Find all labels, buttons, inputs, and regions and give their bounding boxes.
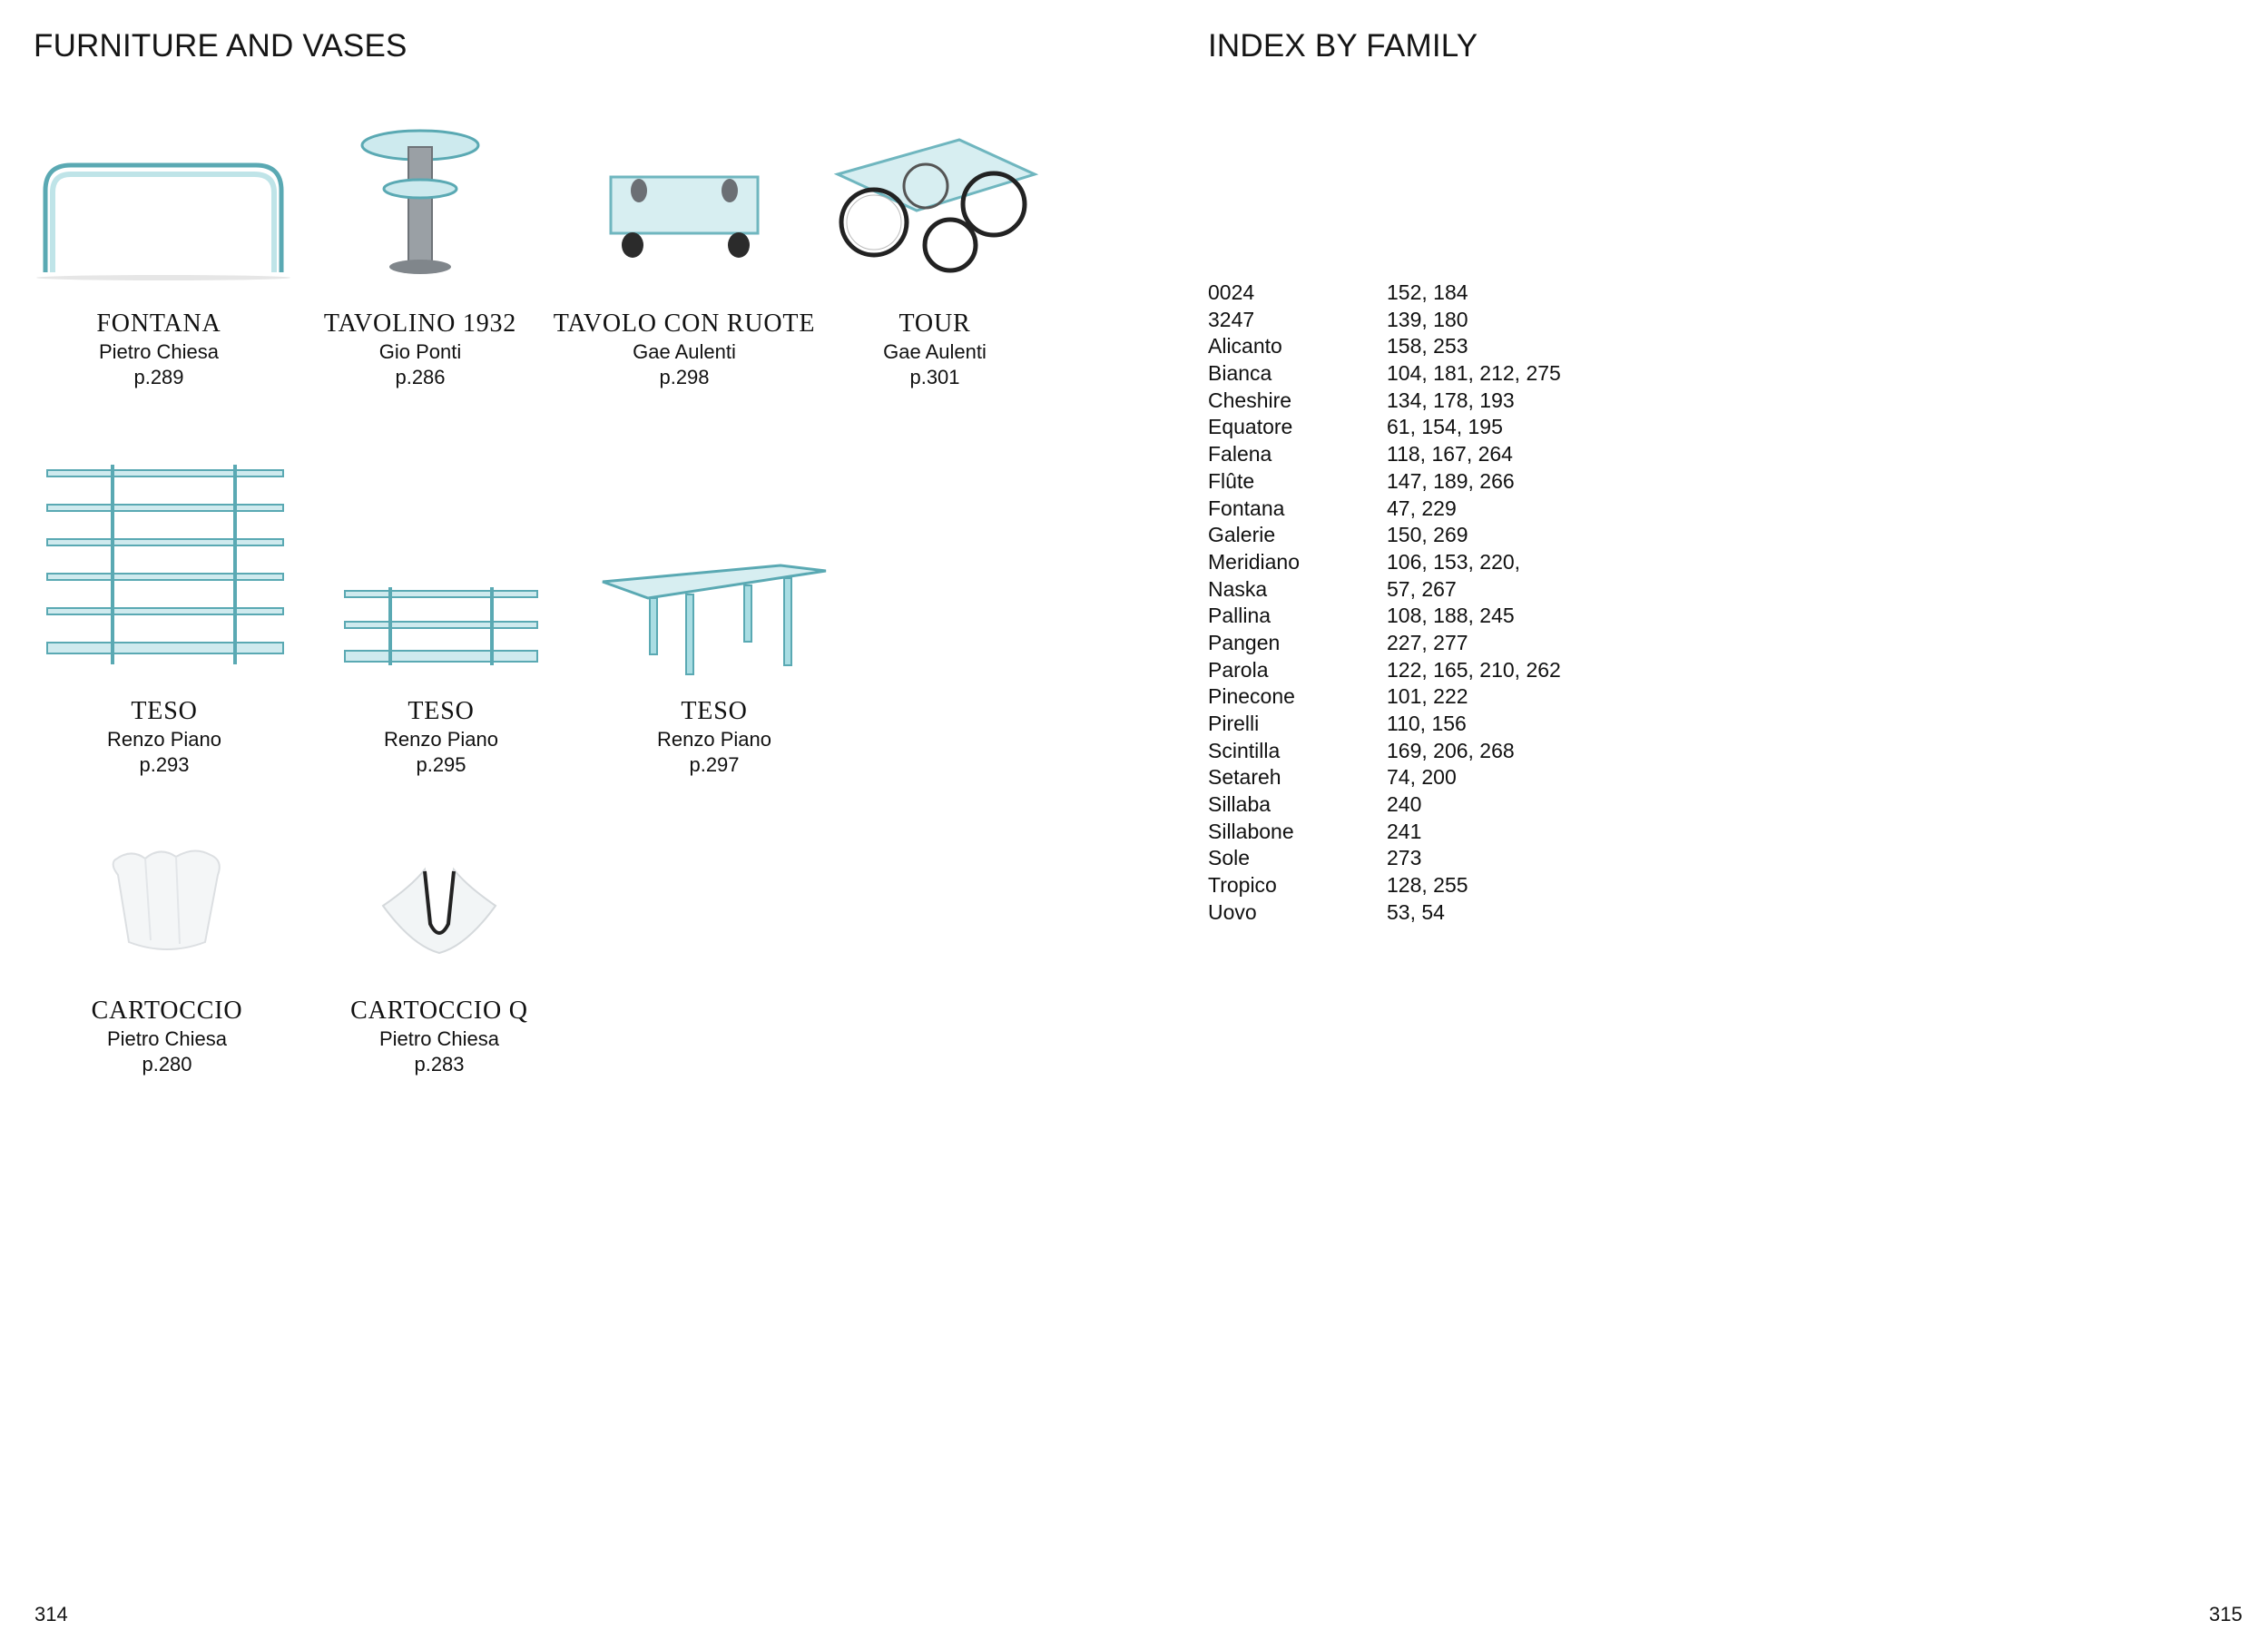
- index-row: [1208, 441, 1561, 468]
- bicycle-wheel-table-icon: [830, 136, 1039, 281]
- index-row: [1208, 872, 1561, 899]
- glass-desk-icon: [599, 558, 830, 676]
- side-table-icon: [352, 125, 488, 280]
- index-row: [1208, 711, 1561, 738]
- index-family: Parola: [1208, 657, 1269, 682]
- product-designer: Renzo Piano: [107, 728, 221, 751]
- index-pages: 57, 267: [1387, 576, 1457, 601]
- index-family: Tropico: [1208, 873, 1277, 898]
- index-family: Uovo: [1208, 899, 1257, 924]
- index-row: [1208, 576, 1561, 604]
- index-row: [1208, 657, 1561, 684]
- index-row: [1208, 845, 1561, 872]
- folded-vase-icon: [103, 844, 231, 958]
- index-pages: 74, 200: [1387, 765, 1457, 790]
- index-family: Flûte: [1208, 468, 1255, 493]
- index-pages: 128, 255: [1387, 873, 1468, 898]
- product-name: CARTOCCIO Q: [350, 997, 528, 1025]
- index-pages: 152, 184: [1387, 280, 1468, 304]
- index-row: [1208, 522, 1561, 549]
- square-folded-vase-icon: [376, 862, 503, 967]
- product-image: [548, 159, 820, 268]
- product-designer: Pietro Chiesa: [98, 340, 220, 363]
- page-number-left: 314: [34, 1603, 68, 1625]
- product-image: [28, 463, 300, 667]
- index-pages: 158, 253: [1387, 334, 1468, 358]
- index-family: 0024: [1208, 280, 1255, 304]
- product-page-ref: p.280: [142, 1053, 192, 1075]
- low-bookcase-icon: [341, 585, 541, 667]
- product-name: TAVOLO CON RUOTE: [553, 309, 816, 338]
- index-row: [1208, 496, 1561, 523]
- index-row: [1208, 738, 1561, 765]
- product-name: TOUR: [898, 309, 971, 338]
- index-family: Alicanto: [1208, 334, 1282, 358]
- product-name: CARTOCCIO: [91, 997, 243, 1025]
- product-image: [23, 136, 295, 281]
- product-page-ref: p.301: [909, 366, 960, 388]
- product-page-ref: p.286: [395, 366, 446, 388]
- product-name: TESO: [131, 697, 198, 725]
- index-family: Pinecone: [1208, 684, 1295, 709]
- product-page-ref: p.298: [659, 366, 710, 388]
- product-designer: Pietro Chiesa: [106, 1027, 228, 1050]
- index-row: [1208, 468, 1561, 496]
- index-pages: 118, 167, 264: [1387, 442, 1513, 467]
- index-pages: 240: [1387, 792, 1422, 817]
- index-family: 3247: [1208, 307, 1255, 331]
- index-row: [1208, 791, 1561, 819]
- product-designer: Pietro Chiesa: [378, 1027, 500, 1050]
- wheeled-table-icon: [598, 159, 771, 268]
- index-pages: 108, 188, 245: [1387, 604, 1515, 628]
- index-pages: 61, 154, 195: [1387, 415, 1503, 439]
- index-row: [1208, 819, 1561, 846]
- index-pages: 169, 206, 268: [1387, 738, 1515, 762]
- index-row: [1208, 414, 1561, 441]
- index-row: [1208, 899, 1561, 927]
- page-number-right: 315: [2209, 1603, 2243, 1625]
- index-row: [1208, 683, 1561, 711]
- product-designer: Renzo Piano: [384, 728, 498, 751]
- index-family: Scintilla: [1208, 738, 1281, 762]
- index-pages: 47, 229: [1387, 496, 1457, 520]
- product-designer: Renzo Piano: [657, 728, 771, 751]
- right-page-title: INDEX BY FAMILY: [1208, 28, 1478, 64]
- index-pages: 273: [1387, 846, 1422, 870]
- index-row: [1208, 333, 1561, 360]
- index-pages: 53, 54: [1387, 899, 1445, 924]
- index-pages: 139, 180: [1387, 307, 1468, 331]
- index-family: Pangen: [1208, 630, 1281, 654]
- product-name: TESO: [681, 697, 748, 725]
- index-row: [1208, 603, 1561, 630]
- product-designer: Gae Aulenti: [633, 340, 736, 363]
- index-family: Fontana: [1208, 496, 1285, 520]
- index-family: Pallina: [1208, 604, 1271, 628]
- index-family: Naska: [1208, 576, 1268, 601]
- index-family: Sillabone: [1208, 819, 1294, 843]
- index-family: Pirelli: [1208, 712, 1260, 735]
- product-designer: Gio Ponti: [378, 340, 462, 363]
- index-family: Meridiano: [1208, 549, 1300, 574]
- index-pages: 150, 269: [1387, 523, 1468, 547]
- index-family: Sillaba: [1208, 792, 1271, 817]
- index-family: Cheshire: [1208, 388, 1292, 412]
- index-row: [1208, 764, 1561, 791]
- index-family: Bianca: [1208, 361, 1272, 386]
- index-row: [1208, 307, 1561, 334]
- left-page-title: FURNITURE AND VASES: [34, 28, 407, 64]
- index-pages: 110, 156: [1387, 712, 1467, 735]
- product-image: [31, 844, 303, 958]
- index-pages: 106, 153, 220,: [1387, 549, 1521, 574]
- product-page-ref: p.295: [416, 753, 466, 776]
- index-family: Equatore: [1208, 415, 1293, 439]
- product-image: [305, 585, 577, 667]
- product-page-ref: p.283: [414, 1053, 465, 1075]
- product-name: TESO: [407, 697, 475, 725]
- tall-bookcase-icon: [40, 463, 290, 667]
- console-table-icon: [27, 136, 290, 281]
- index-row: [1208, 280, 1561, 307]
- product-image: [578, 558, 850, 676]
- product-page-ref: p.289: [133, 366, 184, 388]
- index-pages: 147, 189, 266: [1387, 468, 1515, 493]
- index-row: [1208, 549, 1561, 576]
- index-row: [1208, 360, 1561, 388]
- product-image: [284, 125, 556, 280]
- product-designer: Gae Aulenti: [883, 340, 987, 363]
- index-row: [1208, 388, 1561, 415]
- product-name: TAVOLINO 1932: [323, 309, 517, 338]
- index-row: [1208, 630, 1561, 657]
- product-page-ref: p.297: [689, 753, 740, 776]
- product-image: [799, 136, 1071, 281]
- product-page-ref: p.293: [139, 753, 190, 776]
- family-index-list: [1208, 280, 1561, 927]
- index-family: Sole: [1208, 846, 1251, 870]
- index-family: Falena: [1208, 442, 1272, 467]
- index-pages: 241: [1387, 819, 1422, 843]
- index-pages: 134, 178, 193: [1387, 388, 1515, 412]
- index-pages: 101, 222: [1387, 684, 1468, 709]
- index-family: Setareh: [1208, 765, 1281, 790]
- index-pages: 104, 181, 212, 275: [1387, 361, 1561, 386]
- index-family: Galerie: [1208, 523, 1276, 547]
- product-image: [303, 862, 575, 967]
- index-pages: 227, 277: [1387, 630, 1468, 654]
- index-pages: 122, 165, 210, 262: [1387, 657, 1561, 682]
- product-name: FONTANA: [96, 309, 221, 338]
